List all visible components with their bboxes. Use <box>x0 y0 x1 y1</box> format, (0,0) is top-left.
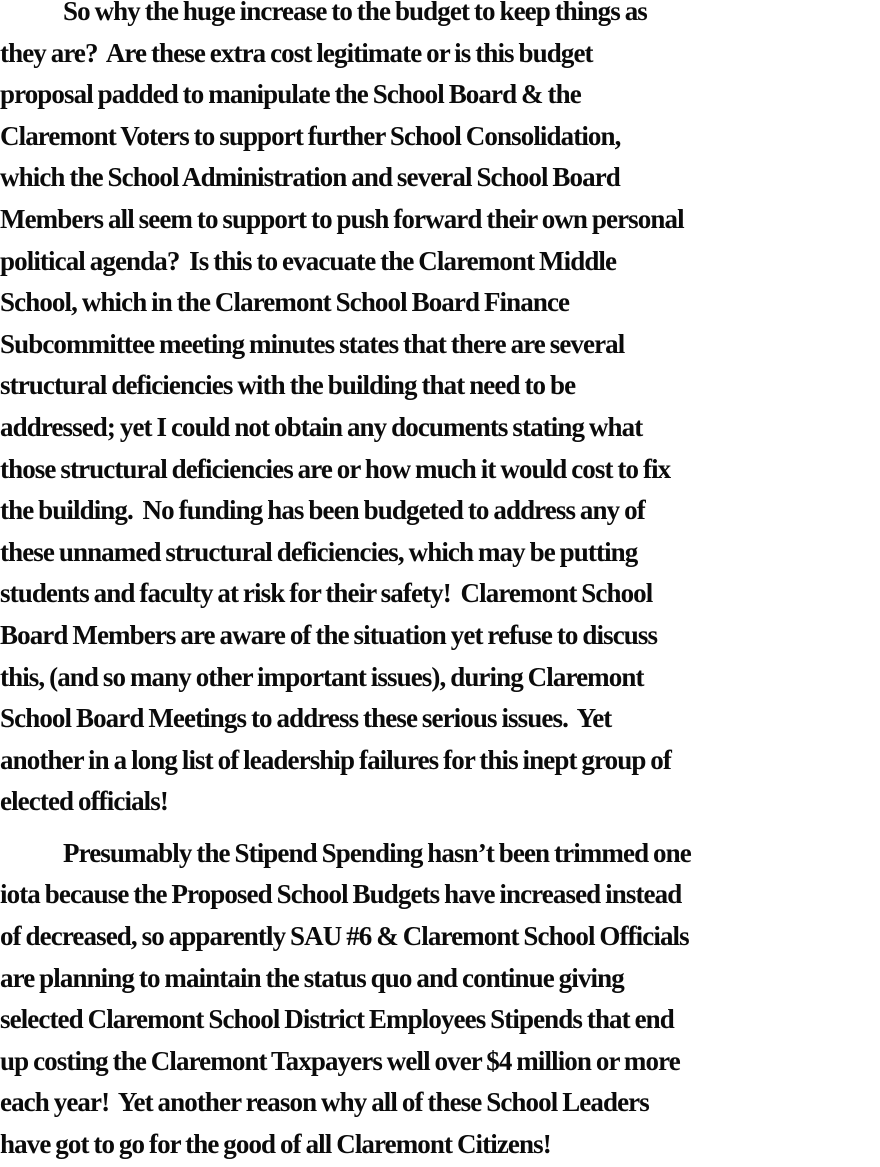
text-line: this, (and so many other important issues), during Claremont <box>0 661 644 692</box>
text-line: they are? Are these extra cost legitimate or is this budget <box>0 37 593 68</box>
text-line: have got to go for the good of all Claremont Citizens! <box>0 1129 551 1160</box>
text-line: proposal padded to manipulate the School Board & the <box>0 79 581 110</box>
text-line: So why the huge increase to the budget to keep things as <box>63 0 647 26</box>
text-line: each year! Yet another reason why all of these School Leaders <box>0 1087 649 1118</box>
text-line: these unnamed structural deficiencies, which may be putting <box>0 536 638 567</box>
paragraph-2 <box>0 833 880 1166</box>
text-line: up costing the Claremont Taxpayers well over $4 million or more <box>0 1045 680 1076</box>
text-line: iota because the Proposed School Budgets have increased instead <box>0 879 682 910</box>
text-line: Board Members are aware of the situation yet refuse to discuss <box>0 619 658 650</box>
text-line: Members all seem to support to push forward their own personal <box>0 203 684 234</box>
text-line: Presumably the Stipend Spending hasn’t been trimmed one <box>63 837 691 868</box>
text-line: those structural deficiencies are or how much it would cost to fix <box>0 453 671 484</box>
text-line: structural deficiencies with the building that need to be <box>0 370 576 401</box>
text-line: elected officials! <box>0 786 168 817</box>
text-line: School, which in the Claremont School Board Finance <box>0 287 570 318</box>
text-line: of decreased, so apparently SAU #6 & Claremont School Officials <box>0 921 689 952</box>
text-line: addressed; yet I could not obtain any documents stating what <box>0 411 643 442</box>
text-line: School Board Meetings to address these serious issues. Yet <box>0 703 612 734</box>
text-line: Subcommittee meeting minutes states that there are several <box>0 328 625 359</box>
text-line: another in a long list of leadership failures for this inept group of <box>0 744 671 775</box>
text-line: Claremont Voters to support further School Consolidation, <box>0 120 621 151</box>
text-line: students and faculty at risk for their safety! Claremont School <box>0 578 653 609</box>
text-line: political agenda? Is this to evacuate the Claremont Middle <box>0 245 617 276</box>
text-line: are planning to maintain the status quo and continue giving <box>0 962 624 993</box>
text-line: which the School Administration and several School Board <box>0 162 620 193</box>
text-line: selected Claremont School District Employees Stipends that end <box>0 1004 674 1035</box>
text-line: the building. No funding has been budgeted to address any of <box>0 495 645 526</box>
